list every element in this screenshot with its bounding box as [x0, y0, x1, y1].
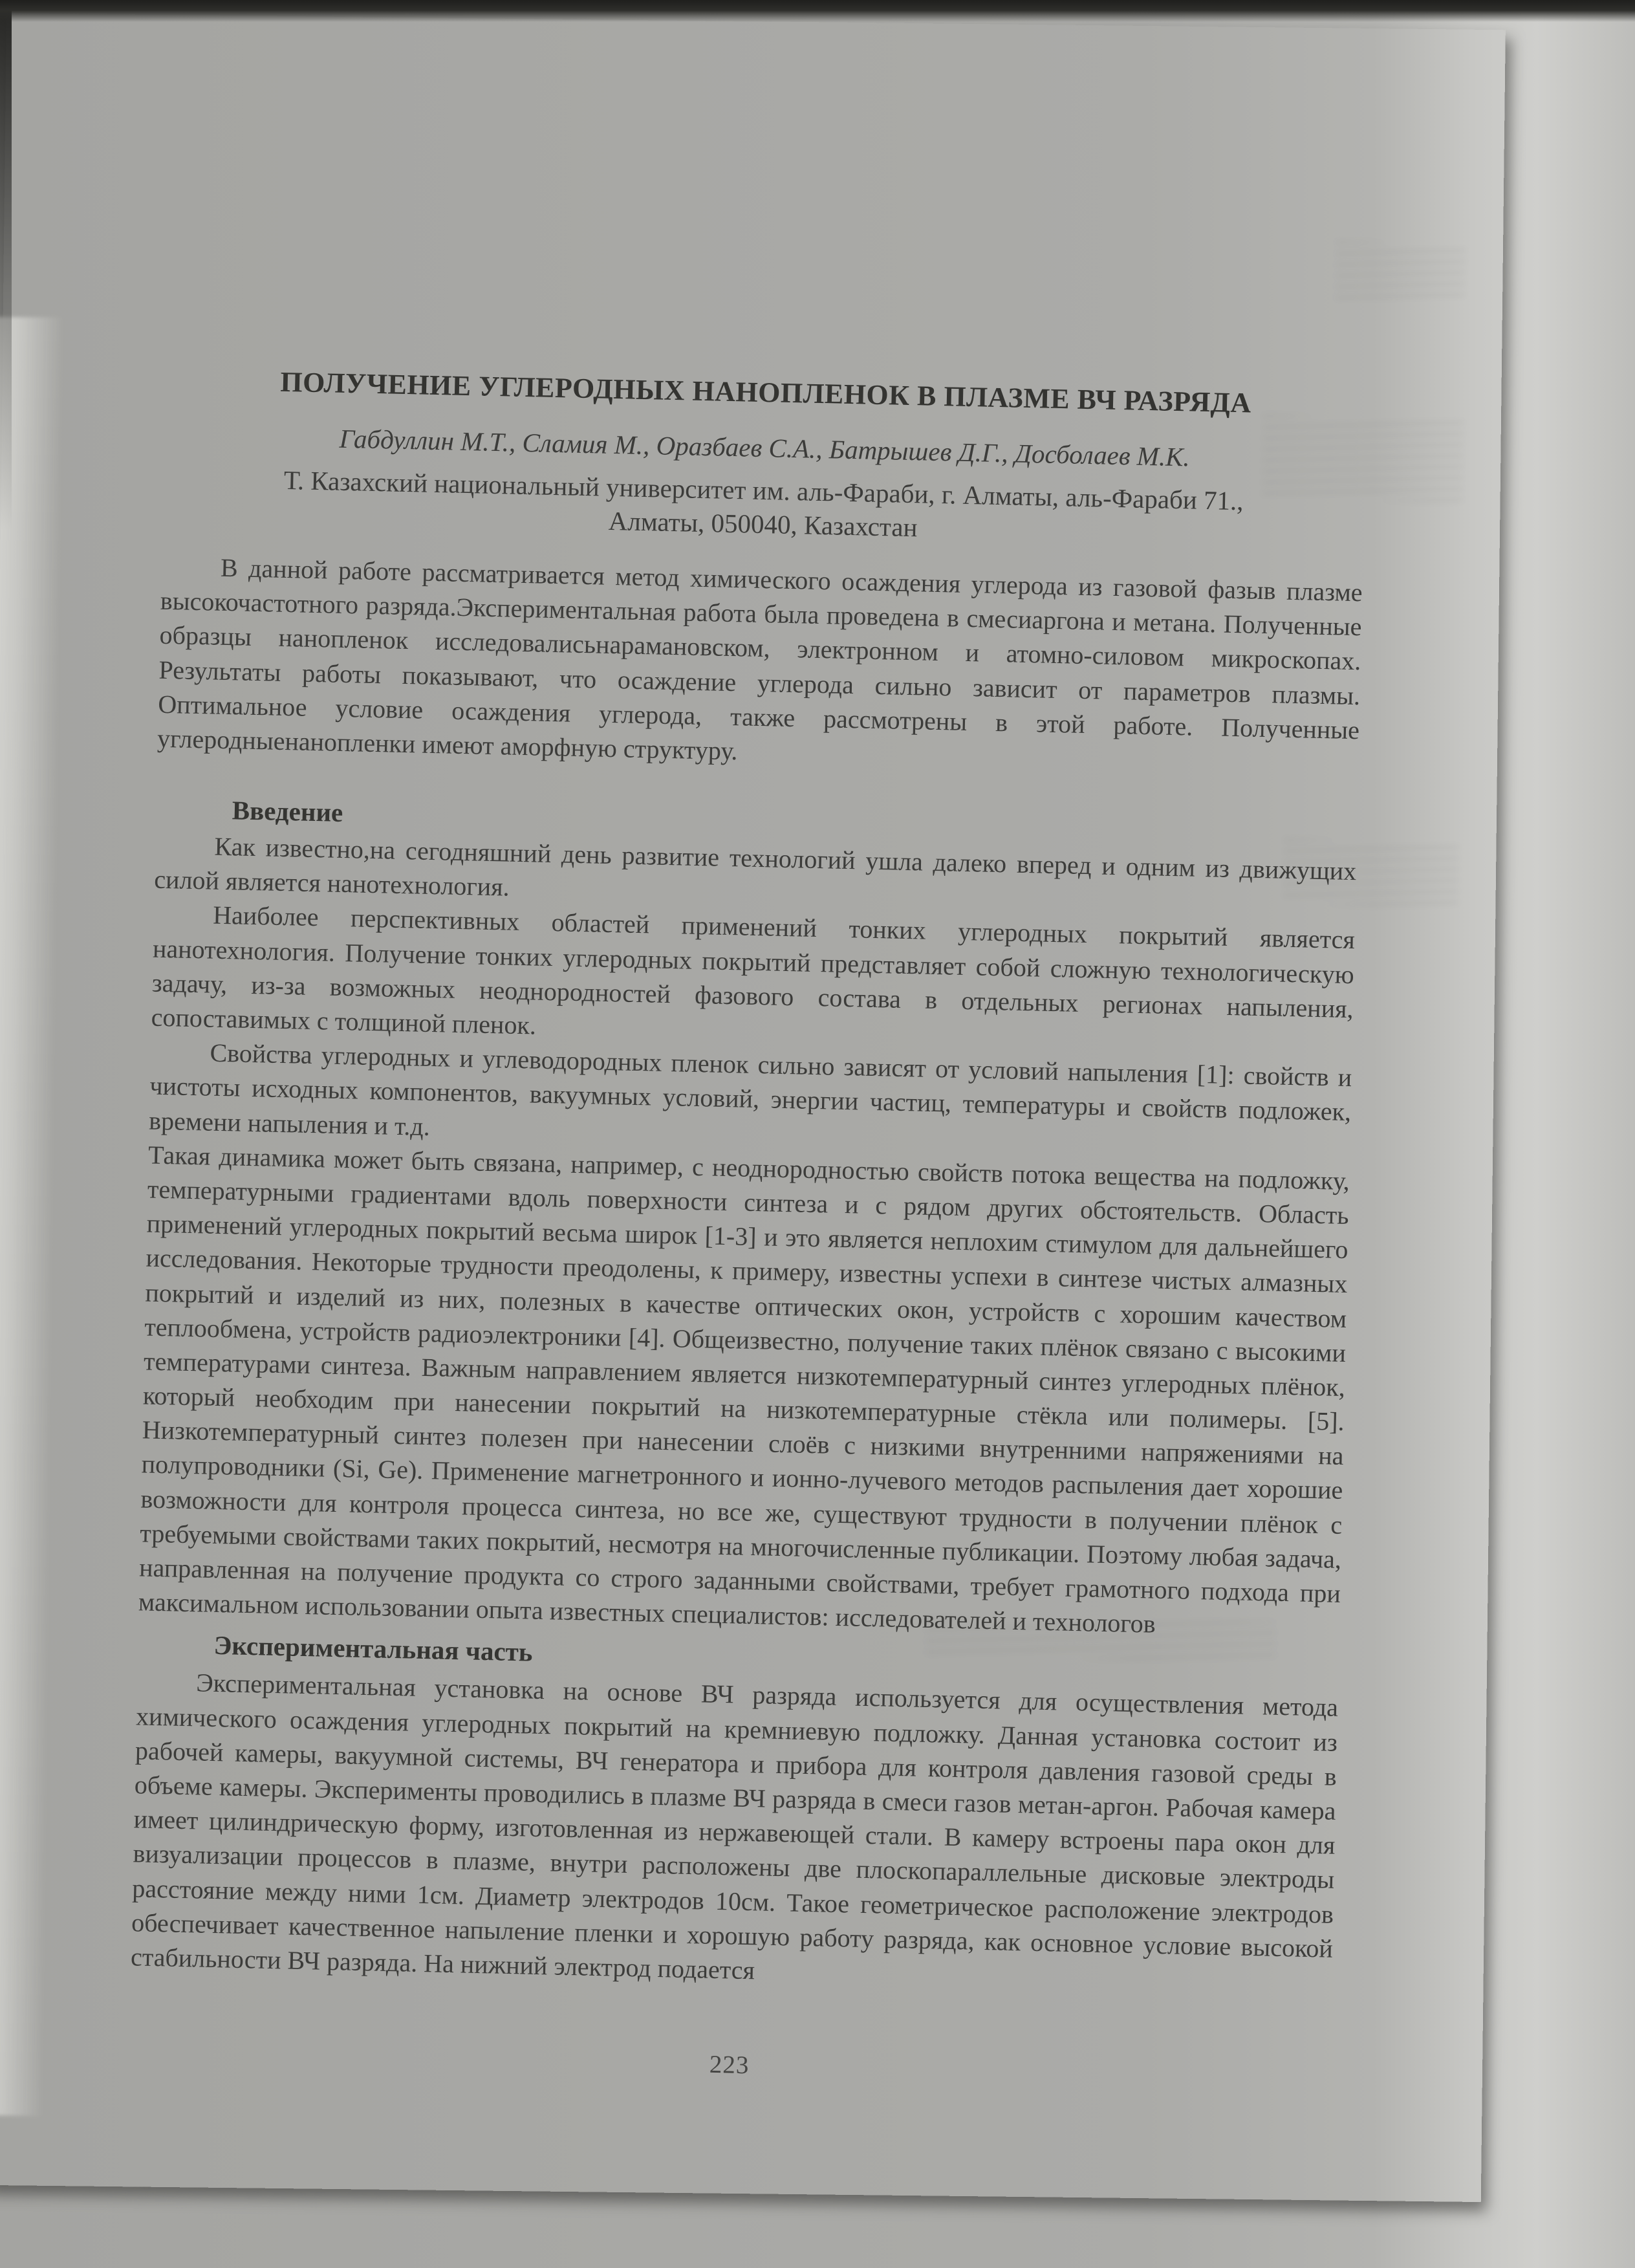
intro-paragraph-3: Свойства углеродных и углеводородных пленок сильно зависят от условий напыления [1]: свойств и чистоты исходных компонентов, вакуумных условий, энергии частиц, температуры и свойств подложек, времени напыления и т.д.: [148, 1038, 1352, 1141]
affiliation-line-1: Т. Казахский национальный университет им. аль-Фараби, г. Алматы, аль-Фараби 71.,: [283, 464, 1244, 516]
scanner-edge-left: [0, 0, 12, 530]
intro-paragraph-1: Как известно,на сегодняшний день развитие технологий ушла далеко вперед и одним из движущих силой является нанотехнология.: [153, 831, 1357, 902]
article-text-block: [128, 363, 1367, 2093]
bleed-through-artifact: [1336, 241, 1466, 301]
affiliation-line-2: Алматы, 050040, Казахстан: [608, 506, 918, 543]
binding-shadow-overlay: [0, 317, 63, 2116]
authors-line: Габдуллин М.Т., Сламия М., Оразбаев С.А., Батрышев Д.Г., Досболаев М.К.: [339, 423, 1191, 472]
intro-paragraph-4: Такая динамика может быть связана, например, с неоднородностью свойств потока вещества на подложку, температурными градиентами вдоль поверхности синтеза и с рядом других обстоятельств. Область применений углеродных покрытий весьма широк [1-3] и это является неплохим стимулом для дальнейшего исследования. Некоторые трудности преодолены, к примеру, известны успехи в синтезе чистых алмазных покрытий и изделий из них, полезных в качестве оптических окон, устройств с хорошим качеством теплообмена, устройств радиоэлектроники [4]. Общеизвестно, получение таких плёнок связано с высокими температурами синтеза. Важным направлением является низкотемпературный синтез углеродных плёнок, который необходим при нанесении покрытий на низкотемпературные стёкла или полимеры. [5]. Низкотемпературный синтез полезен при нанесении слоёв с низкими внутренними напряжениями на полупроводники (Si, Ge). Применение магнетронного и ионно-лучевого методов распыления дает хорошие возможности для контроля процесса синтеза, но все же, существуют трудности в получении плёнок с требуемыми свойствами таких покрытий, несмотря на многочисленные публикации. Поэтому любая задача, направленная на получение продукта со строго заданными свойствами, требует грамотного подхода при максимальном использовании опыта известных специалистов: исследователей и технологов: [138, 1140, 1350, 1639]
experimental-paragraph-1: Экспериментальная установка на основе ВЧ разряда используется для осуществления метода химического осаждения углеродных покрытий на кремниевую подложку. Данная установка состоит из рабочей камеры, вакуумной системы, ВЧ генератора и прибора для контроля давления газовой среды в объеме камеры. Эксперименты проводились в плазме ВЧ разряда в смеси газов метан-аргон. Рабочая камера имеет цилиндрическую форму, изготовленная из нержавеющей стали. В камеру встроены пара окон для визуализации процессов в плазме, внутри расположены две плоскопараллельные дисковые электроды расстояние между ними 1см. Диаметр электродов 10см. Такое геометрическое расположение электродов обеспечивает качественное напыление пленки и хорошую работу разряда, как основное условие высокой стабильности ВЧ разряда. На нижний электрод подается: [130, 1668, 1339, 1985]
paper-page: [0, 13, 1506, 2202]
section-heading-experimental: Экспериментальная часть: [213, 1630, 534, 1668]
page-title: ПОЛУЧЕНИЕ УГЛЕРОДНЫХ НАНОПЛЕНОК В ПЛАЗМЕ ВЧ РАЗРЯДА: [279, 365, 1252, 419]
section-heading-introduction: Введение: [232, 795, 343, 828]
intro-paragraph-2: Наиболее перспективных областей применений тонких углеродных покрытий является нанотехнология. Получение тонких углеродных покрытий представляет собой сложную технологическую задачу, из-за возможных неоднородностей фазового состава в отдельных регионах напыления, сопоставимых с толщиной пленок.: [151, 900, 1356, 1040]
scanner-edge-top: [0, 0, 1635, 22]
abstract-paragraph: В данной работе рассматривается метод химического осаждения углерода из газовой фазыв плазме высокочастотного разряда.Экспериментальная работа была проведена в смесиаргона и метана. Полученные образцы нанопленок исследовалисьнарамановском, электронном и атомно-силовом микроскопах. Результаты работы показывают, что осаждение углерода сильно зависит от параметров плазмы. Оптимальное условие осаждения углерода, также рассмотрены в этой работе. Полученные углеродныенанопленки имеют аморфную структуру.: [157, 552, 1363, 766]
page-number: 223: [709, 2050, 750, 2080]
